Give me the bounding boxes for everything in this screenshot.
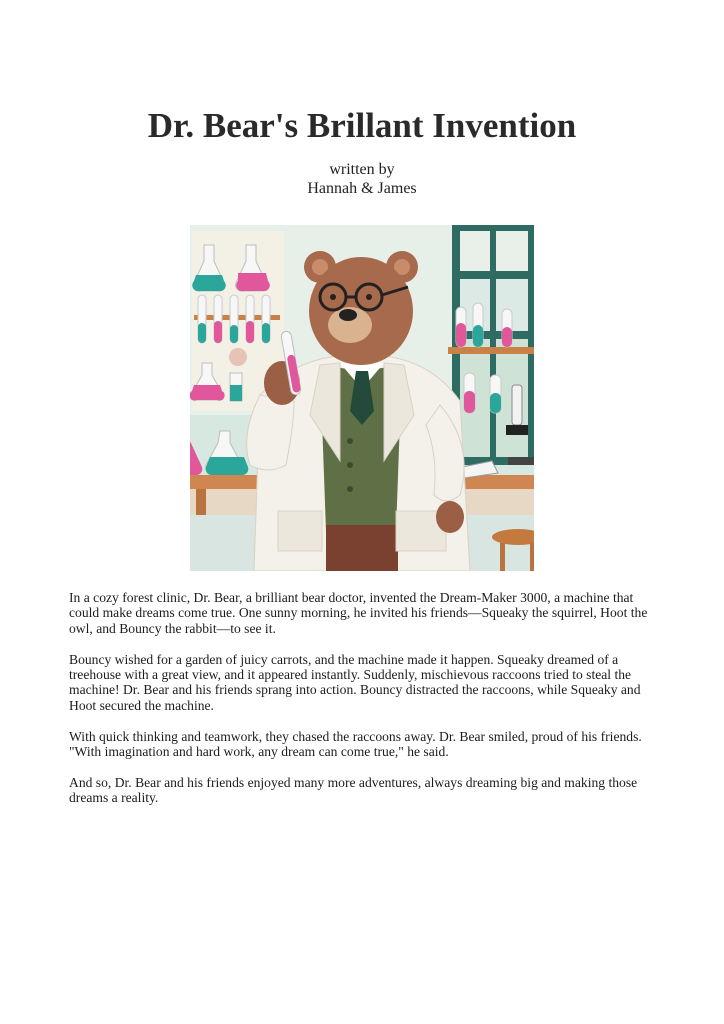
story-text xyxy=(69,590,659,821)
written-by-label: written by xyxy=(329,161,395,178)
story-paragraph-3: With quick thinking and teamwork, they chased the raccoons away. Dr. Bear smiled, proud of his friends. "With imagination and hard work, any dream can come true," he said. xyxy=(69,728,642,760)
authors: Hannah & James xyxy=(307,180,417,197)
story-paragraph-4: And so, Dr. Bear and his friends enjoyed many more adventures, always dreaming big and making those dreams a reality. xyxy=(69,774,638,806)
bear-scientist-illustration xyxy=(190,225,534,571)
story-paragraph-1: In a cozy forest clinic, Dr. Bear, a brilliant bear doctor, invented the Dream-Maker 3000, a machine that could make dreams come true. One sunny morning, he invited his friends—Squeaky the squirrel, Hoot the owl, and Bouncy the rabbit—to see it. xyxy=(69,590,648,636)
story-paragraph-2: Bouncy wished for a garden of juicy carrots, and the machine made it happen. Squeaky dreamed of a treehouse with a great view, and it appeared instantly. Suddenly, mischievous raccoons tried to steal the machine! Dr. Bear and his friends sprang into action. Bouncy distracted the raccoons, while Squeaky and Hoot secured the machine. xyxy=(69,651,641,713)
document-title: Dr. Bear's Brillant Invention xyxy=(147,106,577,145)
byline xyxy=(0,160,724,198)
